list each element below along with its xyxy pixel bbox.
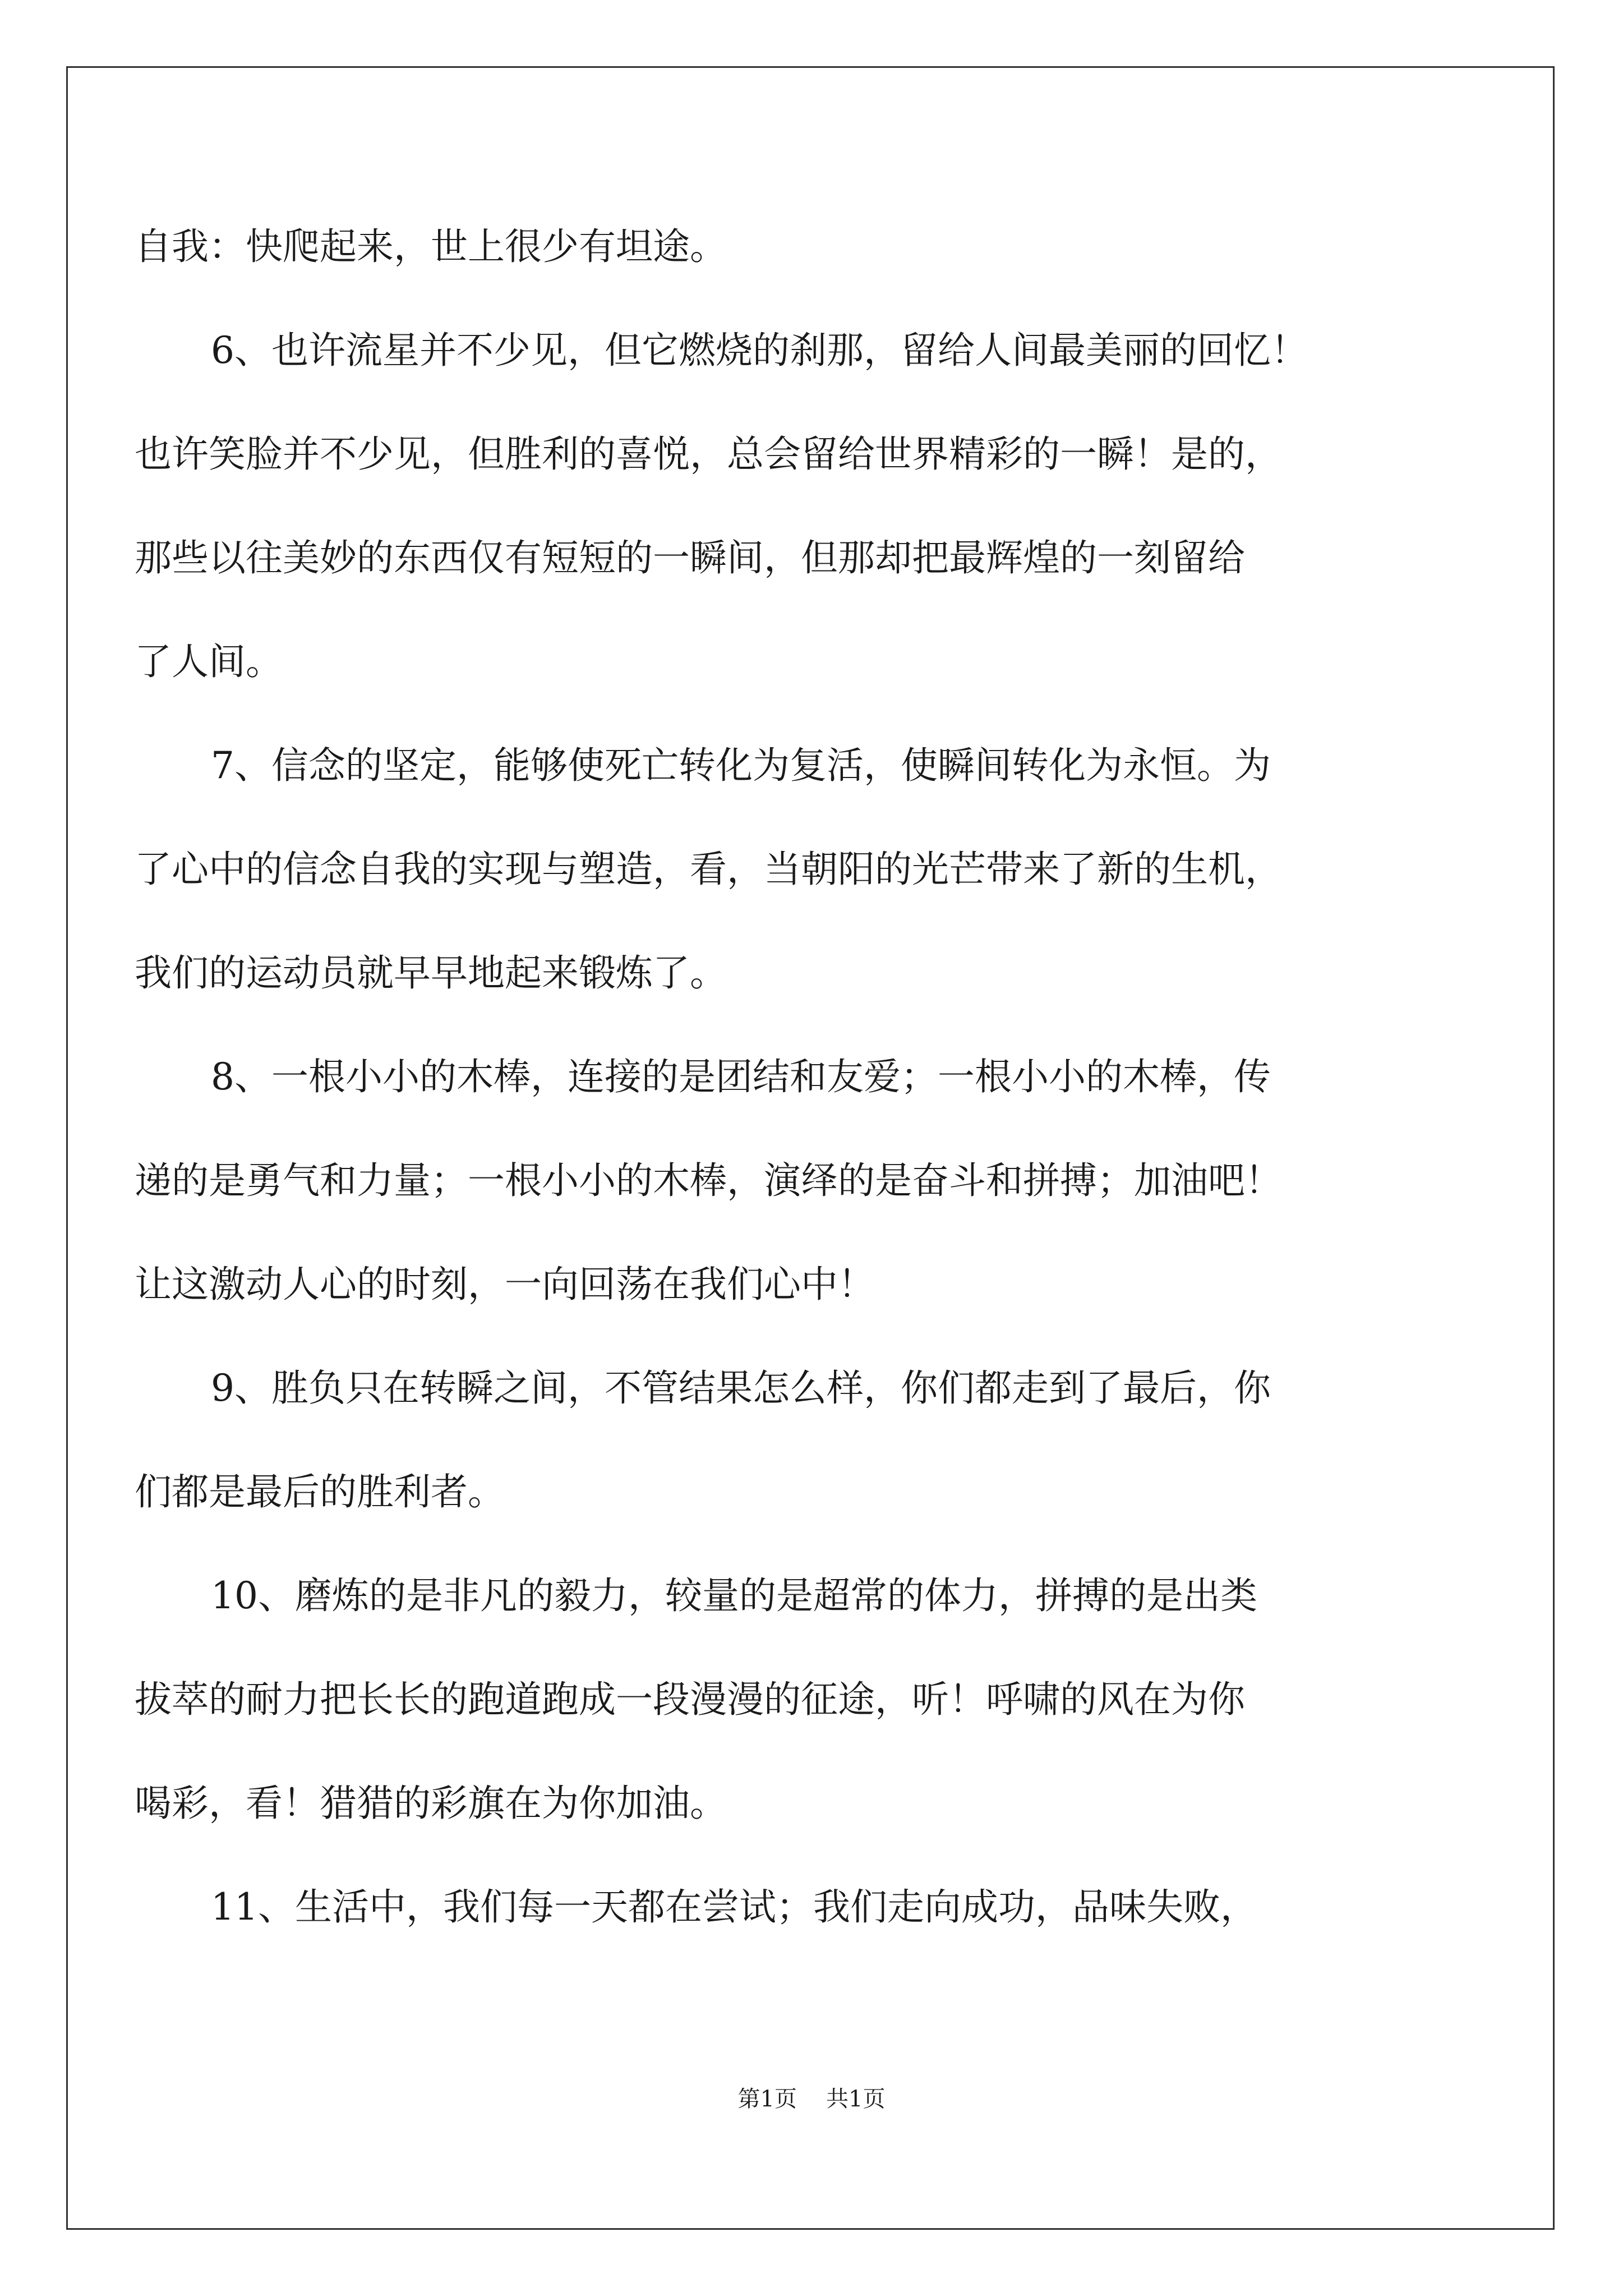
page-number: 第1页 <box>737 2086 797 2112</box>
text-line: 那些以往美妙的东西仅有短短的一瞬间，但那却把最辉煌的一刻留给 <box>135 536 1245 579</box>
page-total: 共1页 <box>826 2086 886 2112</box>
text-line: 递的是勇气和力量；一根小小的木棒，演绎的是奋斗和拼搏；加油吧！ <box>135 1159 1282 1202</box>
text-line: 8、一根小小的木棒，连接的是团结和友爱；一根小小的木棒，传 <box>211 1055 1271 1098</box>
text-line: 10、磨炼的是非凡的毅力，较量的是超常的体力，拼搏的是出类 <box>211 1574 1257 1617</box>
text-line: 喝彩，看！猎猎的彩旗在为你加油。 <box>135 1782 727 1825</box>
text-line: 也许笑脸并不少见，但胜利的喜悦，总会留给世界精彩的一瞬！是的， <box>135 432 1282 476</box>
text-line: 让这激动人心的时刻，一向回荡在我们心中！ <box>135 1263 875 1306</box>
page-footer <box>0 2082 1623 2116</box>
text-line: 们都是最后的胜利者。 <box>135 1470 505 1513</box>
text-line: 拔萃的耐力把长长的跑道跑成一段漫漫的征途，听！呼啸的风在为你 <box>135 1678 1245 1721</box>
text-line: 我们的运动员就早早地起来锻炼了。 <box>135 951 727 995</box>
text-line: 9、胜负只在转瞬之间，不管结果怎么样，你们都走到了最后，你 <box>211 1366 1271 1410</box>
text-line: 了心中的信念自我的实现与塑造，看，当朝阳的光芒带来了新的生机， <box>135 848 1282 891</box>
text-line: 了人间。 <box>135 640 283 683</box>
text-line: 11、生活中，我们每一天都在尝试；我们走向成功，品味失败， <box>211 1885 1257 1929</box>
text-line: 自我：快爬起来，世上很少有坦途。 <box>135 225 727 268</box>
document-body <box>135 0 1481 2076</box>
text-line: 6、也许流星并不少见，但它燃烧的刹那，留给人间最美丽的回忆！ <box>211 329 1308 372</box>
text-line: 7、信念的坚定，能够使死亡转化为复活，使瞬间转化为永恒。为 <box>211 744 1271 787</box>
